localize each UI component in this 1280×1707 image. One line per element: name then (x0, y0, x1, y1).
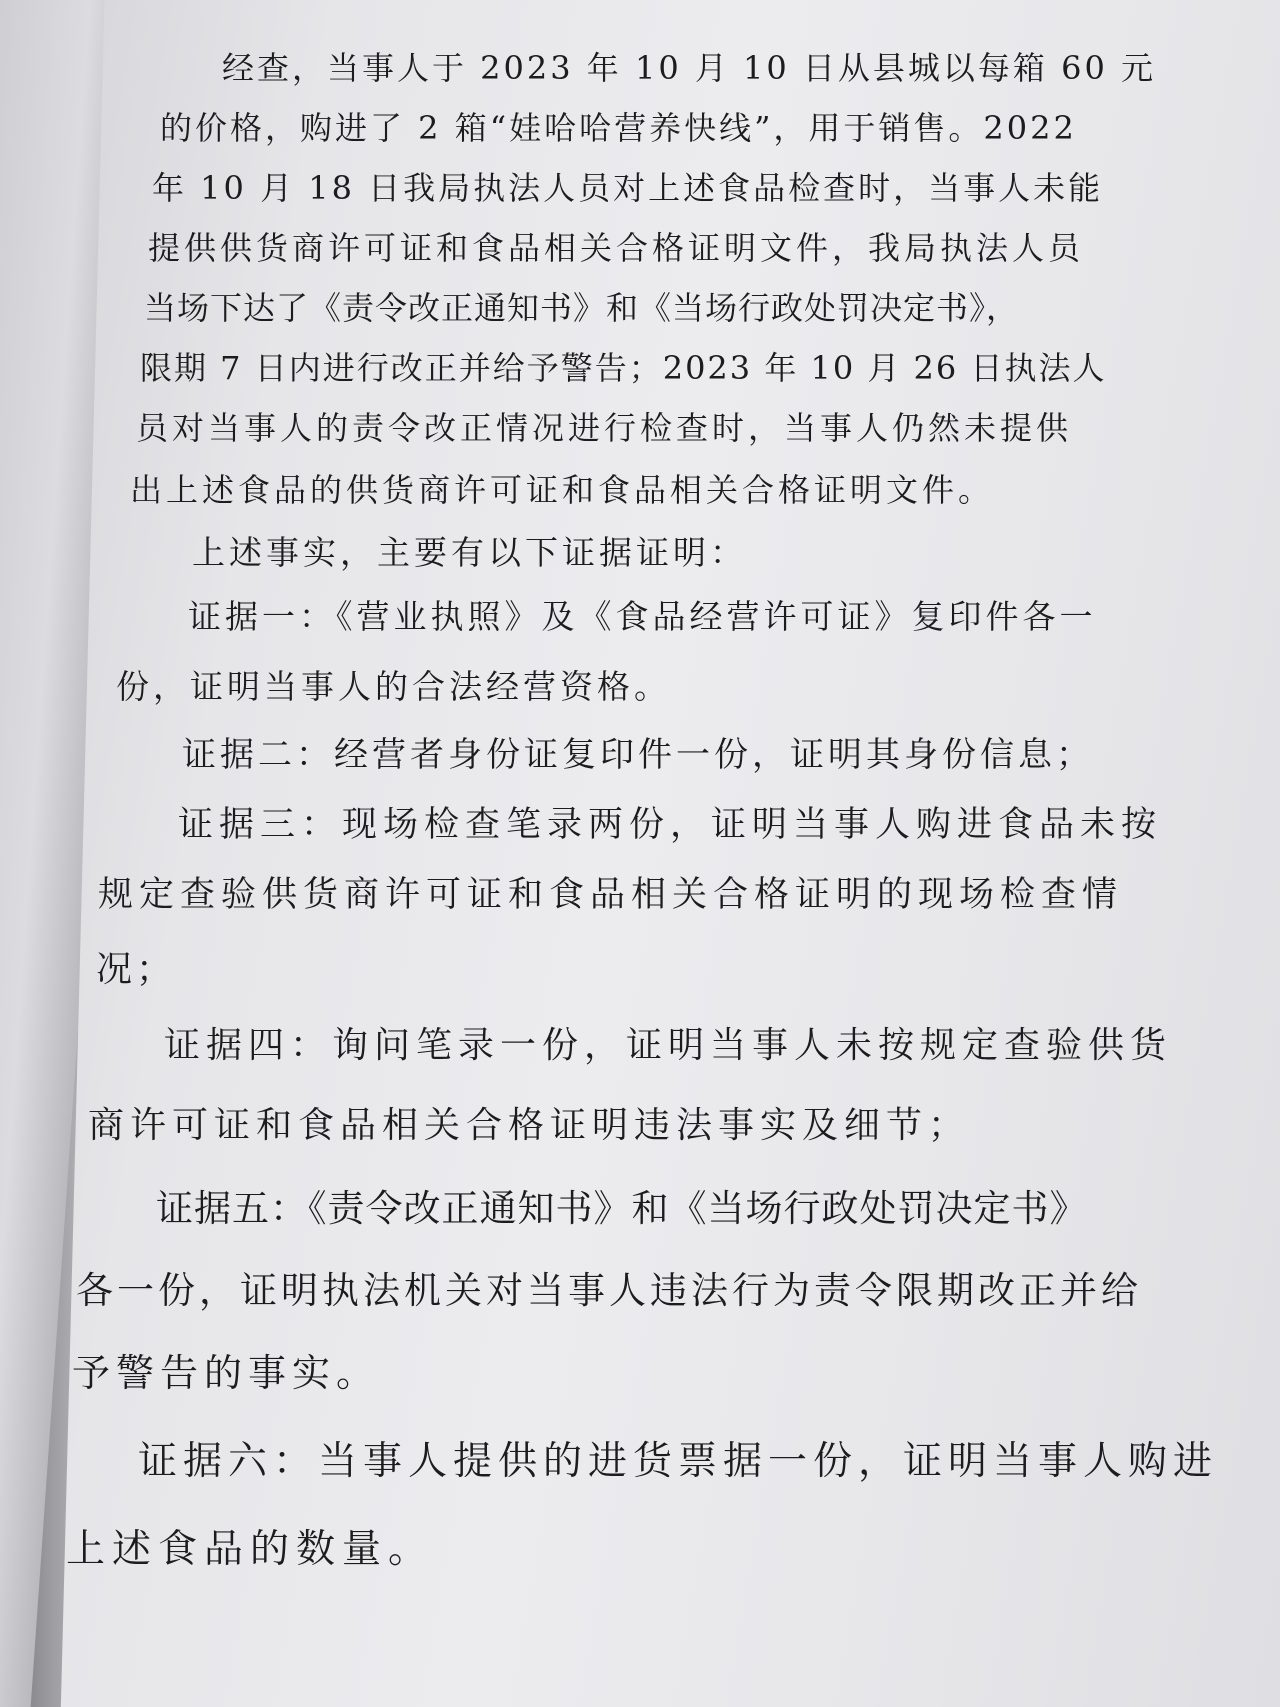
text-line: 份，证明当事人的合法经营资格。 (116, 667, 671, 706)
text-line: 予警告的事实。 (72, 1351, 381, 1395)
text-line: 证据四：询问笔录一份，证明当事人未按规定查验供货 (164, 1025, 1173, 1066)
text-line: 证据三：现场检查笔录两份，证明当事人购进食品未按 (178, 805, 1163, 845)
text-line: 各一份，证明执法机关对当事人违法行为责令限期改正并给 (76, 1269, 1142, 1312)
text-line: 提供供货商许可证和食品相关合格证明文件，我局执法人员 (148, 229, 1085, 267)
text-line: 证据一：《营业执照》及《食品经营许可证》复印件各一 (188, 597, 1097, 636)
text-line: 况； (96, 949, 177, 990)
text-line: 证据六：当事人提供的进货票据一份，证明当事人购进 (138, 1439, 1219, 1484)
text-line: 限期 7 日内进行改正并给予警告；2023 年 10 月 26 日执法人 (140, 349, 1107, 387)
text-line: 出上述食品的供货商许可证和食品相关合格证明文件。 (130, 471, 995, 509)
text-line: 经查，当事人于 2023 年 10 月 10 日从县城以每箱 60 元 (222, 49, 1156, 87)
text-line: 证据五：《责令改正通知书》和《当场行政处罚决定书》 (156, 1187, 1088, 1230)
text-line: 上述事实，主要有以下证据证明： (192, 533, 747, 572)
text-line: 当场下达了《责令改正通知书》和《当场行政处罚决定书》， (144, 289, 1020, 327)
text-line: 规定查验供货商许可证和食品相关合格证明的现场检查情 (98, 875, 1124, 915)
text-line: 员对当事人的责令改正情况进行检查时，当事人仍然未提供 (136, 409, 1073, 447)
text-line: 商许可证和食品相关合格证明违法事实及细节； (88, 1105, 971, 1146)
text-line: 年 10 月 18 日我局执法人员对上述食品检查时，当事人未能 (152, 169, 1104, 207)
text-line: 上述食品的数量。 (66, 1527, 435, 1572)
text-line: 的价格，购进了 2 箱“娃哈哈营养快线”，用于销售。2022 (160, 109, 1077, 147)
text-line: 证据二：经营者身份证复印件一份，证明其身份信息； (182, 735, 1094, 775)
